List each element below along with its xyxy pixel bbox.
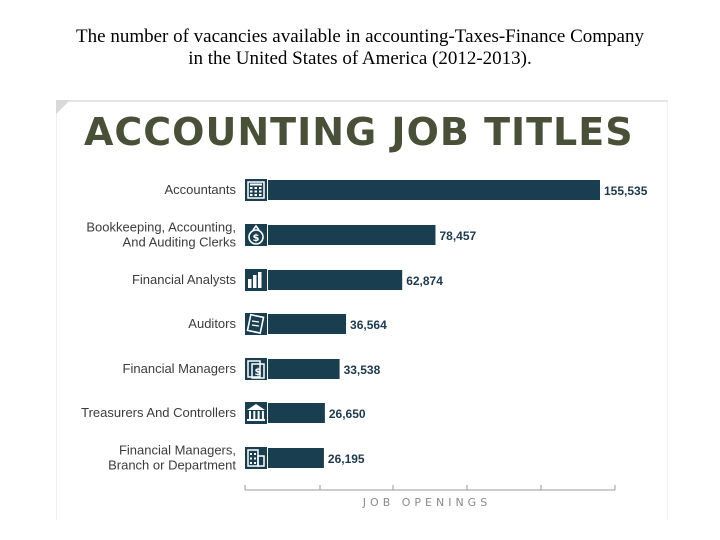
money-bag-icon <box>245 224 267 246</box>
svg-text:$: $ <box>254 367 262 378</box>
category-label-6-1: Branch or Department <box>108 457 236 473</box>
category-label-4-0: Financial Managers <box>122 361 236 376</box>
value-label-6: 26,195 <box>327 452 365 466</box>
category-label-6-0: Financial Managers, <box>118 442 236 458</box>
category-label-0-0: Accountants <box>164 182 236 197</box>
chart-title: ACCOUNTING JOB TITLES <box>84 110 634 154</box>
calculator-icon <box>245 179 267 201</box>
clipboard-icon <box>245 313 267 335</box>
svg-text:$: $ <box>252 233 260 244</box>
value-label-0: 155,535 <box>604 184 648 198</box>
bar-4 <box>268 359 340 379</box>
category-label-3-0: Auditors <box>188 316 236 331</box>
bar-1 <box>268 225 435 245</box>
bar-chart-icon <box>245 269 267 291</box>
value-label-1: 78,457 <box>439 229 477 243</box>
category-label-2-0: Financial Analysts <box>131 272 236 287</box>
category-label-5-0: Treasurers And Controllers <box>81 405 236 420</box>
caption-line-1: The number of vacancies available in accounting-Taxes-Finance Company <box>76 26 644 47</box>
value-label-3: 36,564 <box>350 318 387 332</box>
building-icon <box>245 447 267 469</box>
x-axis-title: JOB OPENINGS <box>362 496 492 509</box>
bar-3 <box>268 314 346 334</box>
category-label-1-0: Bookkeeping, Accounting, <box>86 219 236 235</box>
value-label-4: 33,538 <box>343 363 381 377</box>
value-label-5: 26,650 <box>328 407 366 421</box>
bank-icon <box>245 402 267 424</box>
money-document-icon <box>245 358 267 380</box>
category-label-1-1: And Auditing Clerks <box>122 234 236 250</box>
caption-line-2: in the United States of America (2012-2013). <box>188 48 532 69</box>
bar-6 <box>268 448 324 468</box>
bar-5 <box>268 403 325 423</box>
bar-2 <box>268 270 402 290</box>
value-label-2: 62,874 <box>406 274 443 288</box>
bar-0 <box>268 180 600 200</box>
